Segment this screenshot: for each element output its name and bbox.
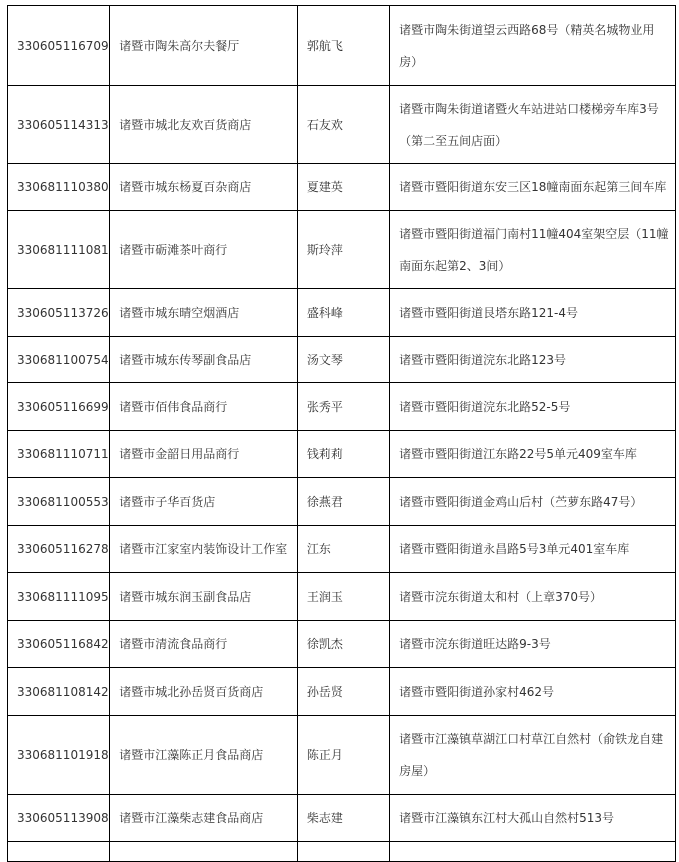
business-address-cell: 诸暨市暨阳街道东安三区18幢南面东起第三间车库: [390, 164, 676, 211]
operator-name-cell: 徐凯杰: [297, 621, 389, 668]
operator-name-cell: 夏建英: [297, 164, 389, 211]
business-address-cell: 诸暨市陶朱街道望云西路68号（精英名城物业用房）: [390, 6, 676, 86]
registration-code-cell: 330605116709: [8, 6, 110, 86]
table-row: [8, 621, 676, 668]
business-address-cell: 诸暨市暨阳街道艮塔东路121-4号: [390, 289, 676, 337]
business-address-cell: [390, 842, 676, 862]
table-row: [8, 211, 676, 289]
operator-name-cell: 盛科峰: [297, 289, 389, 337]
business-name-cell: 诸暨市城东润玉副食品店: [110, 573, 298, 621]
business-name-cell: 诸暨市陶朱高尔夫餐厅: [110, 6, 298, 86]
table-row: [8, 289, 676, 337]
table-row: [8, 795, 676, 842]
table-row: [8, 573, 676, 621]
registration-code-cell: 330605114313: [8, 86, 110, 164]
business-address-cell: 诸暨市浣东街道旺达路9-3号: [390, 621, 676, 668]
operator-name-cell: 张秀平: [297, 383, 389, 431]
business-address-cell: 诸暨市江藻镇东江村大孤山自然村513号: [390, 795, 676, 842]
business-name-cell: 诸暨市城北孙岳贤百货商店: [110, 668, 298, 716]
business-name-cell: 诸暨市清流食品商行: [110, 621, 298, 668]
business-address-cell: 诸暨市暨阳街道孙家村462号: [390, 668, 676, 716]
table-row: [8, 668, 676, 716]
table-row: [8, 86, 676, 164]
business-address-cell: 诸暨市暨阳街道福门南村11幢404室架空层（11幢南面东起第2、3间）: [390, 211, 676, 289]
business-name-cell: 诸暨市佰伟食品商行: [110, 383, 298, 431]
registration-code-cell: 330681110380: [8, 164, 110, 211]
table-row: [8, 716, 676, 795]
table-row: [8, 478, 676, 526]
store-registry-table: [7, 5, 676, 862]
business-address-cell: 诸暨市暨阳街道江东路22号5单元409室车库: [390, 431, 676, 478]
table-row: [8, 383, 676, 431]
business-name-cell: 诸暨市城东传琴副食品店: [110, 337, 298, 383]
operator-name-cell: 孙岳贤: [297, 668, 389, 716]
table-row: [8, 842, 676, 862]
table-row: [8, 6, 676, 86]
business-name-cell: 诸暨市子华百货店: [110, 478, 298, 526]
registration-code-cell: 330681108142: [8, 668, 110, 716]
business-address-cell: 诸暨市浣东街道太和村（上章370号）: [390, 573, 676, 621]
business-name-cell: 诸暨市江藻陈正月食品商店: [110, 716, 298, 795]
registration-code-cell: 330681110711: [8, 431, 110, 478]
table-row: [8, 526, 676, 573]
business-address-cell: 诸暨市江藻镇草湖江口村草江自然村（俞铁龙自建房屋）: [390, 716, 676, 795]
business-name-cell: 诸暨市城东晴空烟酒店: [110, 289, 298, 337]
business-name-cell: 诸暨市金韶日用品商行: [110, 431, 298, 478]
business-name-cell: 诸暨市江家室内装饰设计工作室: [110, 526, 298, 573]
table-row: [8, 337, 676, 383]
business-name-cell: 诸暨市砺滩茶叶商行: [110, 211, 298, 289]
business-name-cell: 诸暨市江藻柴志建食品商店: [110, 795, 298, 842]
registration-code-cell: 330605116278: [8, 526, 110, 573]
table-row: [8, 164, 676, 211]
registration-code-cell: 330605116699: [8, 383, 110, 431]
registration-code-cell: 330681111081: [8, 211, 110, 289]
operator-name-cell: 汤文琴: [297, 337, 389, 383]
registration-code-cell: 330605113908: [8, 795, 110, 842]
registration-code-cell: [8, 842, 110, 862]
operator-name-cell: 郭航飞: [297, 6, 389, 86]
operator-name-cell: 石友欢: [297, 86, 389, 164]
operator-name-cell: 王润玉: [297, 573, 389, 621]
business-address-cell: 诸暨市暨阳街道金鸡山后村（苎萝东路47号）: [390, 478, 676, 526]
registration-code-cell: 330681101918: [8, 716, 110, 795]
registration-code-cell: 330681100553: [8, 478, 110, 526]
registration-code-cell: 330605116842: [8, 621, 110, 668]
operator-name-cell: 江东: [297, 526, 389, 573]
business-name-cell: 诸暨市城东杨夏百杂商店: [110, 164, 298, 211]
registration-code-cell: 330681111095: [8, 573, 110, 621]
operator-name-cell: 徐燕君: [297, 478, 389, 526]
operator-name-cell: 钱莉莉: [297, 431, 389, 478]
store-registry-body: [8, 6, 676, 862]
business-address-cell: 诸暨市暨阳街道永昌路5号3单元401室车库: [390, 526, 676, 573]
business-address-cell: 诸暨市暨阳街道浣东北路123号: [390, 337, 676, 383]
business-address-cell: 诸暨市暨阳街道浣东北路52-5号: [390, 383, 676, 431]
business-name-cell: [110, 842, 298, 862]
table-row: [8, 431, 676, 478]
operator-name-cell: 柴志建: [297, 795, 389, 842]
operator-name-cell: 陈正月: [297, 716, 389, 795]
operator-name-cell: [297, 842, 389, 862]
business-address-cell: 诸暨市陶朱街道诸暨火车站进站口楼梯旁车库3号（第二至五间店面）: [390, 86, 676, 164]
registration-code-cell: 330605113726: [8, 289, 110, 337]
business-name-cell: 诸暨市城北友欢百货商店: [110, 86, 298, 164]
operator-name-cell: 斯玲萍: [297, 211, 389, 289]
registration-code-cell: 330681100754: [8, 337, 110, 383]
